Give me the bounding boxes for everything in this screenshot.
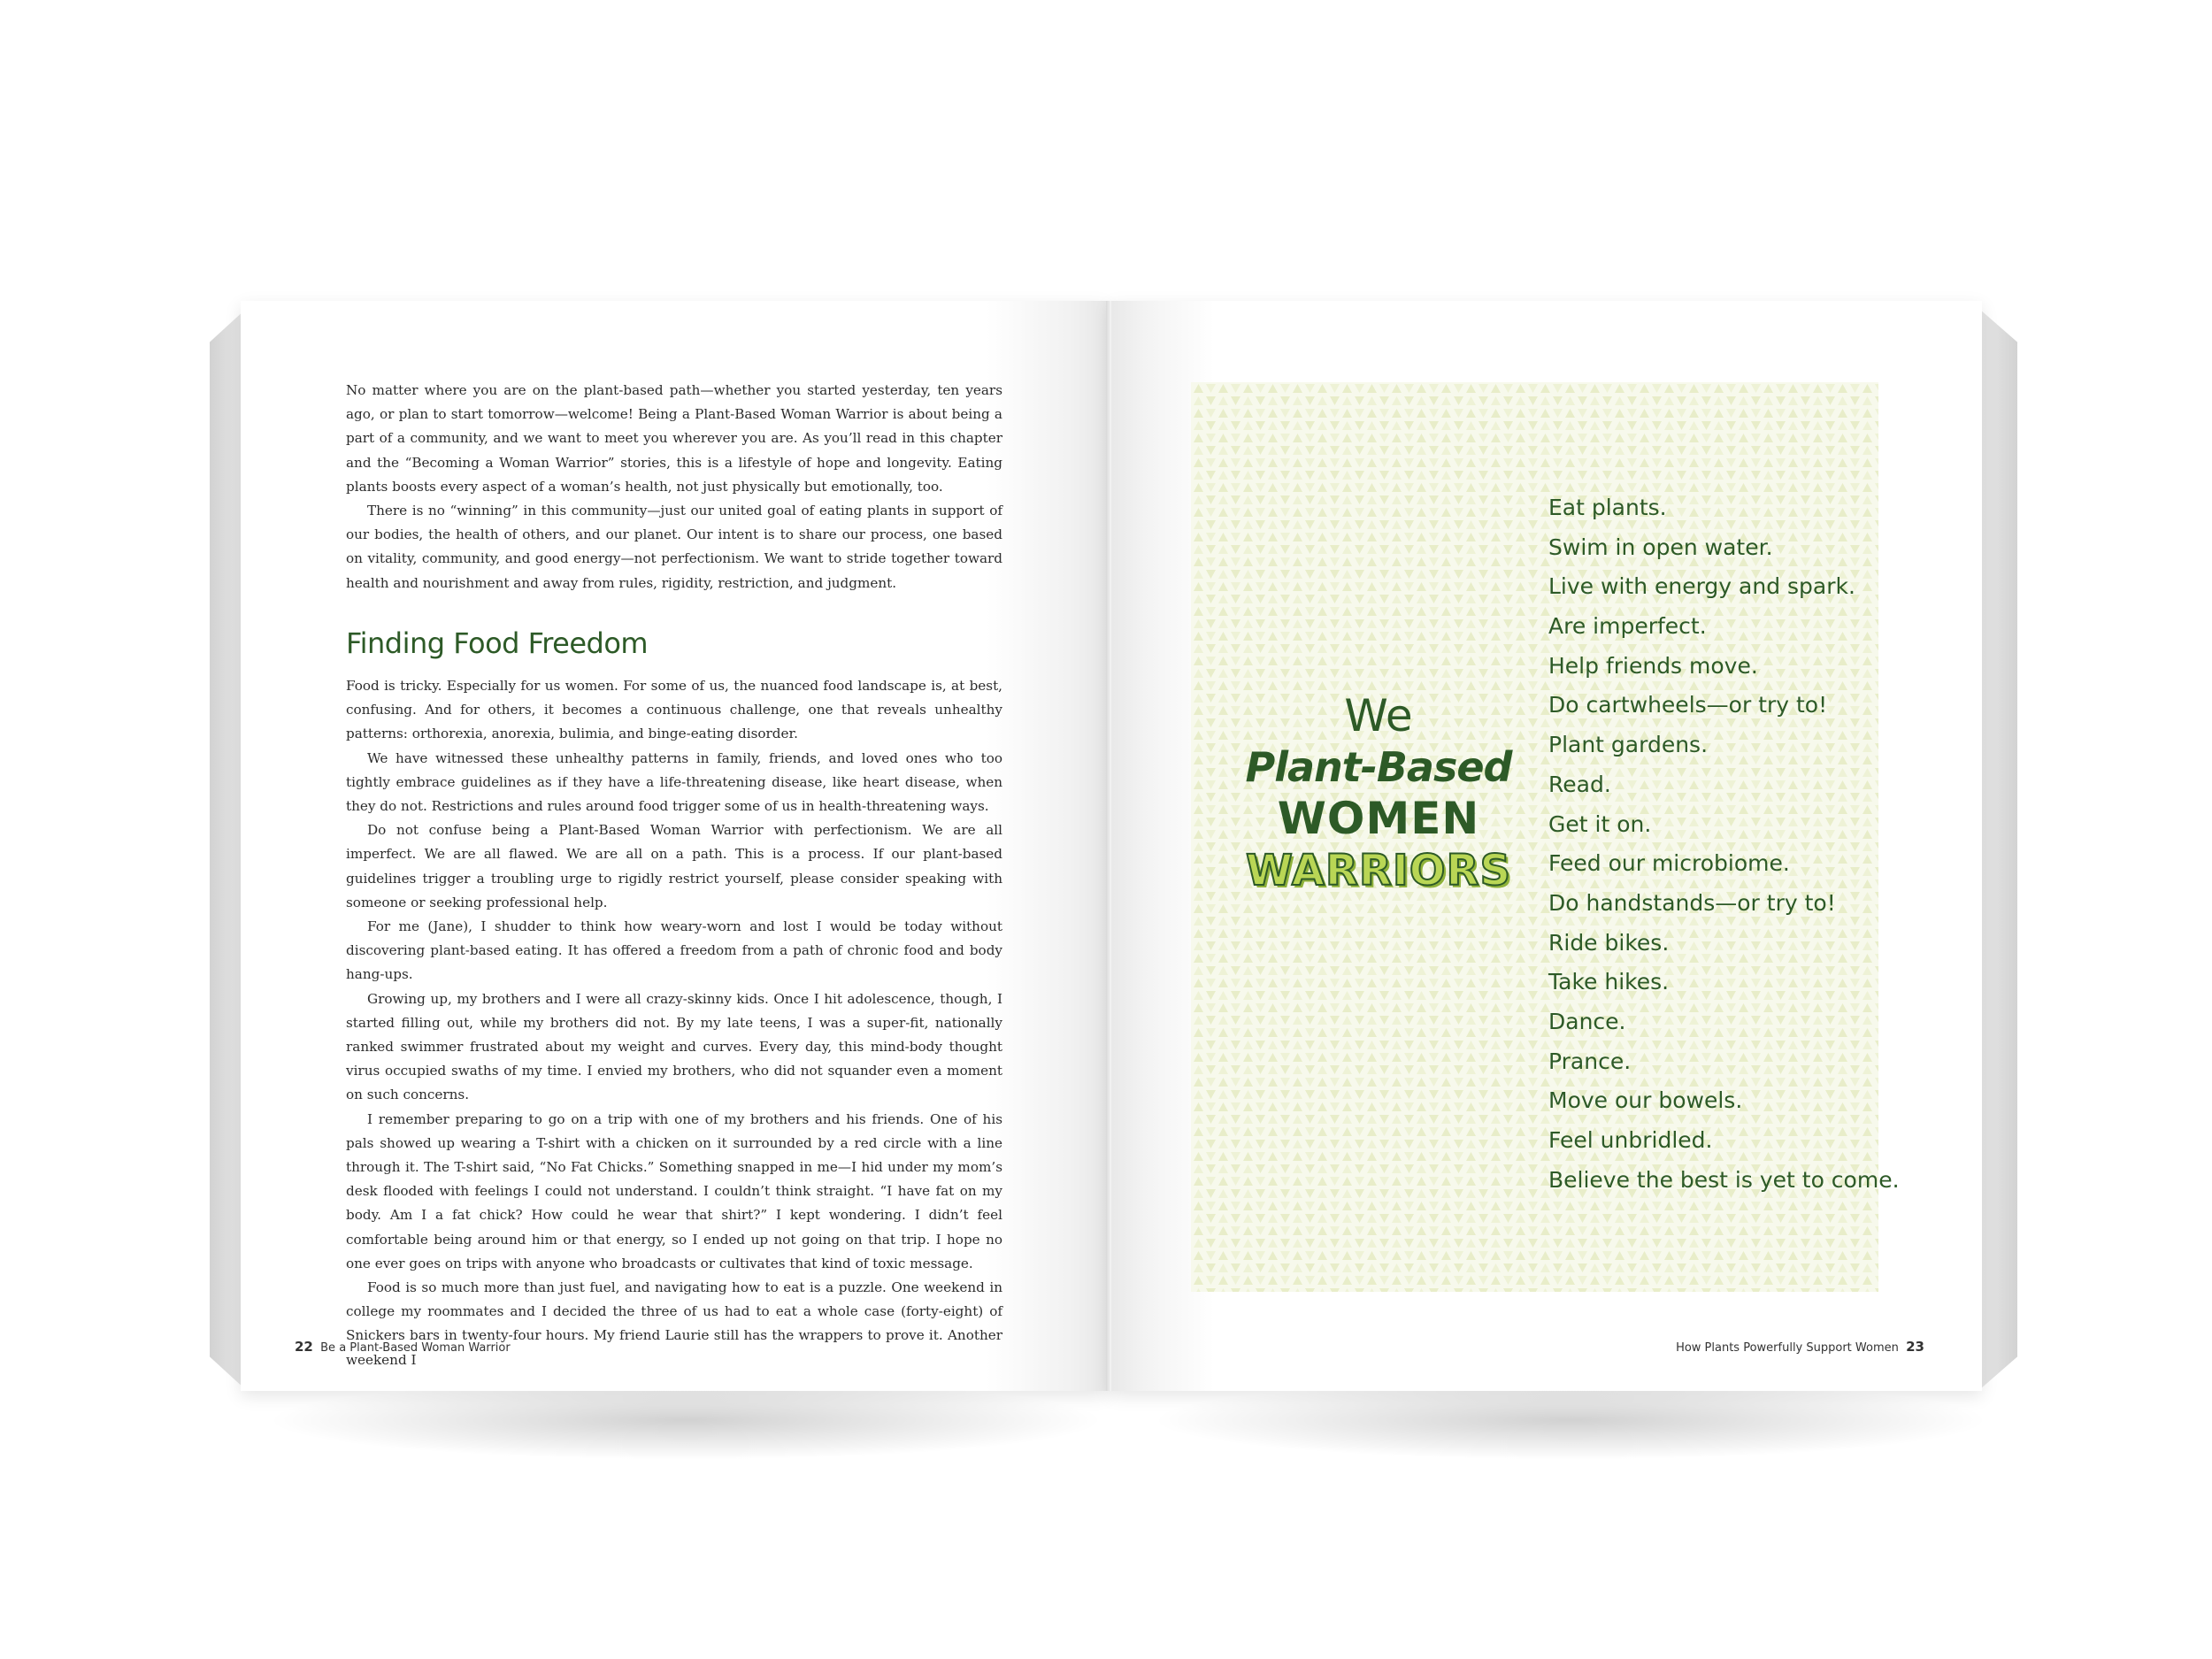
list-item: Live with energy and spark. xyxy=(1548,573,1855,600)
section-paragraph: Growing up, my brothers and I were all crazy-skinny kids. Once I hit adolescence, though, I started filling out, while my brothers did not. By my late teens, I was a super-fit, nationally ranked swimmer frustrated about my weight and curves. Every day, this mind-body thought virus occupied swaths of my time. I envied my brothers, who did not squander even a moment on such concerns. xyxy=(346,990,1002,1103)
list-item: Are imperfect. xyxy=(1548,613,1707,640)
list-item: Ride bikes. xyxy=(1548,929,1670,956)
list-item: Read. xyxy=(1548,771,1611,797)
title-we: We xyxy=(1344,690,1413,741)
page-number: 22 xyxy=(295,1339,313,1355)
page-stack-right xyxy=(1980,310,2017,1389)
title-block xyxy=(1237,690,1520,897)
running-title: Be a Plant-Based Woman Warrior xyxy=(320,1341,511,1355)
intro-paragraph: There is no “winning” in this community—just our united goal of eating plants in support of our bodies, the health of others, and our planet. Our intent is to share our process, one based on vitality, community, and good energy—not perfectionism. We want to stride together toward health and nourishment and away from rules, rigidity, restriction, and judgment. xyxy=(346,503,1002,591)
manifesto-list xyxy=(1548,488,1900,1200)
title-warriors: WARRIORS xyxy=(1245,846,1512,895)
list-item: Feed our microbiome. xyxy=(1548,850,1790,877)
list-item: Get it on. xyxy=(1548,810,1652,837)
section-paragraph: Food is tricky. Especially for us women. For some of us, the nuanced food landscape is, at best, confusing. And for others, it becomes a continuous challenge, one that reveals unhealthy patterns: orthorexia, anorexia, bulimia, and binge-eating disorder. xyxy=(346,678,1002,742)
list-item: Eat plants. xyxy=(1548,495,1667,520)
list-item: Swim in open water. xyxy=(1548,534,1773,560)
title-plant-based: Plant-Based xyxy=(1245,743,1512,791)
intro-text xyxy=(346,379,1002,595)
list-item: Do handstands—or try to! xyxy=(1548,889,1836,916)
list-item: Take hikes. xyxy=(1548,969,1670,995)
title-women: WOMEN xyxy=(1277,793,1480,844)
section-heading: Finding Food Freedom xyxy=(346,626,649,660)
list-item: Do cartwheels—or try to! xyxy=(1548,692,1828,718)
page-stack-left xyxy=(210,310,245,1389)
section-paragraph: I remember preparing to go on a trip with one of my brothers and his friends. One of his pals showed up wearing a T-shirt with a chicken on it surrounded by a red circle with a line through it. The T-shirt said, “No Fat Chicks.” Something snapped in me—I hid under my mom’s desk flooded with feelings I could not understand. I couldn’t think straight. “I have fat on my body. Am I a fat chick? How could he wear that shirt?” I kept wondering. I didn’t feel comfortable being around him or that energy, so I ended up not going on that trip. I hope no one ever goes on trips with anyone who broadcasts or cultivates that kind of toxic message. xyxy=(346,1110,1002,1271)
running-title: How Plants Powerfully Support Women xyxy=(1676,1341,1899,1355)
section-paragraph: We have witnessed these unhealthy patterns in family, friends, and loved ones who too tightly embrace guidelines as if they have a life-threatening disease, like heart disease, when they do not. Restrictions and rules around food trigger some of us in health-threatening ways. xyxy=(346,749,1002,815)
section-text xyxy=(346,674,1002,1372)
section-paragraph: Food is so much more than just fuel, and navigating how to eat is a puzzle. One weekend in college my roommates and I decided the three of us had to eat a whole case (forty-eight) of Snickers bars in twenty-four hours. My friend Laurie still has the wrappers to prove it. Another weekend I xyxy=(346,1279,1002,1368)
list-item: Feel unbridled. xyxy=(1548,1127,1713,1153)
right-page-footer xyxy=(1676,1339,1924,1355)
list-item: Prance. xyxy=(1548,1048,1632,1074)
list-item: Dance. xyxy=(1548,1008,1626,1034)
left-page-footer xyxy=(295,1339,511,1355)
book-shadow-left xyxy=(265,1380,1106,1460)
section-paragraph: Do not confuse being a Plant-Based Woman Warrior with perfectionism. We are all imperfect. We are all flawed. We are all on a path. This is a process. If our plant-based guidelines trigger a troubling urge to rigidly restrict yourself, please consider speaking with someone or seeking professional help. xyxy=(346,822,1002,910)
list-item: Move our bowels. xyxy=(1548,1087,1743,1114)
page-number: 23 xyxy=(1906,1339,1924,1355)
intro-paragraph: No matter where you are on the plant-based path—whether you started yesterday, ten years ago, or plan to start tomorrow—welcome! Being a Plant-Based Woman Warrior is about being a part of a community, and we want to meet you wherever you are. As you’ll read in this chapter and the “Becoming a Woman Warrior” stories, this is a lifestyle of hope and longevity. Eating plants boosts every aspect of a woman’s health, not just physically but emotionally, too. xyxy=(346,382,1002,495)
list-item: Plant gardens. xyxy=(1548,732,1709,758)
book-gutter xyxy=(1106,301,1111,1391)
list-item: Help friends move. xyxy=(1548,652,1758,679)
list-item: Believe the best is yet to come. xyxy=(1548,1166,1900,1193)
section-paragraph: For me (Jane), I shudder to think how weary-worn and lost I would be today without discovering plant-based eating. It has offered a freedom from a path of chronic food and body hang-ups. xyxy=(346,918,1002,983)
book-shadow-right xyxy=(1150,1380,1991,1460)
